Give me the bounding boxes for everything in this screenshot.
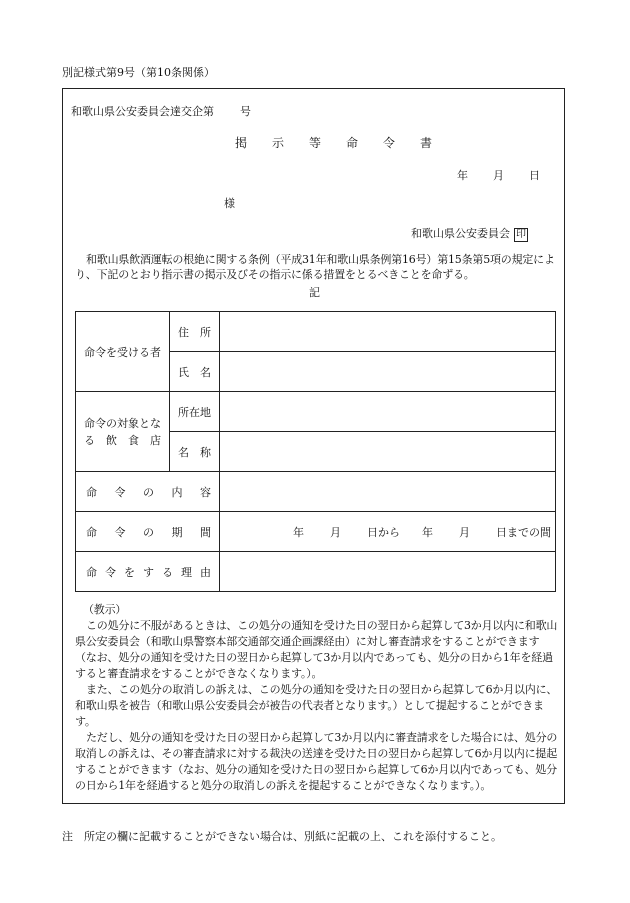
issuer-line (411, 225, 528, 242)
address-label: 住 所 (170, 312, 220, 352)
footnote: 注 所定の欄に記載することができない場合は、別紙に記載の上、これを添付すること。 (62, 830, 502, 843)
doc-number (71, 103, 251, 119)
period-start-month: 月 (330, 525, 341, 539)
form-header: 別記様式第9号（第10条関係） (62, 66, 215, 79)
table-row (76, 472, 556, 512)
recipient-suffix: 様 (224, 197, 235, 210)
period-label: 命 令 の 期 間 (76, 512, 220, 552)
shop-name-label: 名 称 (170, 432, 220, 472)
name-field[interactable] (220, 352, 556, 392)
name-label: 氏 名 (170, 352, 220, 392)
target-label-line-2: る 飲 食 店 (84, 433, 161, 447)
period-end-day: 日までの間 (496, 525, 551, 539)
recipient-label: 命令を受ける者 (76, 312, 170, 392)
reason-field[interactable] (220, 552, 556, 592)
order-details-table (75, 311, 556, 592)
table-row (76, 312, 556, 352)
notes-heading: （教示） (83, 603, 127, 616)
content-field[interactable] (220, 472, 556, 512)
shop-name-field[interactable] (220, 432, 556, 472)
target-shop-label (76, 392, 170, 472)
target-label-line-1: 命令の対象とな (84, 416, 161, 430)
date-day: 日 (529, 169, 540, 182)
doc-number-prefix: 和歌山県公安委員会達交企第 (71, 105, 214, 118)
period-start-day: 日から (367, 525, 400, 539)
date-year: 年 (457, 169, 468, 182)
doc-number-suffix: 号 (240, 105, 251, 118)
document-title: 掲示等命令書 (235, 136, 458, 150)
table-row (76, 552, 556, 592)
reason-label: 命 令 を す る 理 由 (76, 552, 220, 592)
table-row (76, 512, 556, 552)
order-body-text: 和歌山県飲酒運転の根絶に関する条例（平成31年和歌山県条例第16号）第15条第5項の規定により、下記のとおり指示書の掲示及びその指示に係る措置をとるべきことを命ずる。 (75, 253, 555, 281)
instruction-notes (75, 602, 559, 794)
notes-paragraph: また、この処分の取消しの訴えは、この処分の通知を受けた日の翌日から起算して6か月以内に、和歌山県を被告（和歌山県公安委員会が被告の代表者となります。）として提起することができます。 (75, 683, 558, 728)
content-label: 命 令 の 内 容 (76, 472, 220, 512)
seal-mark: 印 (516, 229, 526, 240)
notes-paragraph: ただし、処分の通知を受けた日の翌日から起算して3か月以内に審査請求をした場合には、処分の取消しの訴えは、その審査請求に対する裁決の送達を受けた日の翌日から起算して6か月以内に提起することができます（なお、処分の通知を受けた日の翌日から起算して6か月以内であっても、処分の日から1年を経過すると処分の取消しの訴えを提起することができなくなります。）。 (75, 731, 558, 792)
order-form (62, 88, 565, 804)
table-row (76, 392, 556, 432)
date-month: 月 (493, 169, 504, 182)
period-end-year: 年 (422, 525, 433, 539)
location-field[interactable] (220, 392, 556, 432)
location-label: 所在地 (170, 392, 220, 432)
period-end-month: 月 (459, 525, 470, 539)
date-line (457, 167, 540, 183)
period-start-year: 年 (293, 525, 304, 539)
ki-heading: 記 (309, 286, 320, 299)
notes-paragraph: この処分に不服があるときは、この処分の通知を受けた日の翌日から起算して3か月以内に和歌山県公安委員会（和歌山県警察本部交通部交通企画課経由）に対し審査請求をすることができます（なお、処分の通知を受けた日の翌日から起算して3か月以内であっても、処分の日から1年を経過すると審査請求をすることができなくなります。）。 (75, 619, 558, 680)
period-field[interactable] (220, 512, 556, 552)
address-field[interactable] (220, 312, 556, 352)
issuer-name: 和歌山県公安委員会 (411, 227, 510, 240)
